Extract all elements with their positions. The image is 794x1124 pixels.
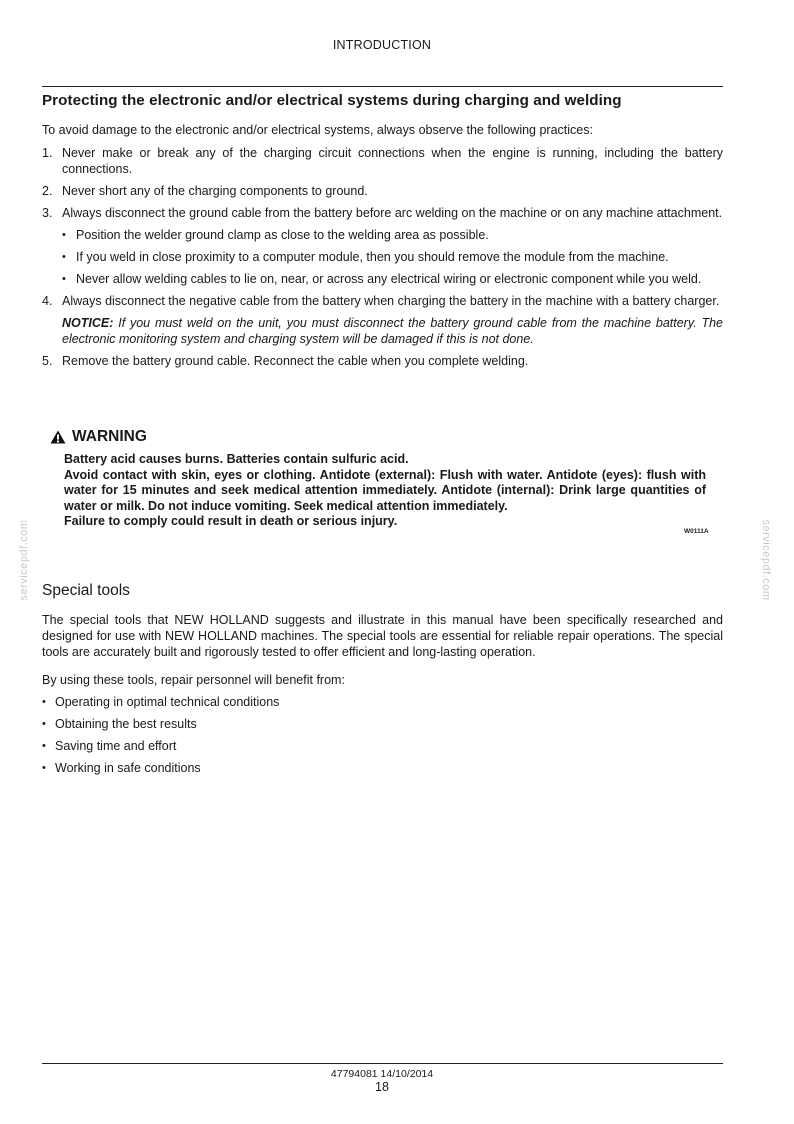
bullet-item <box>62 249 723 265</box>
bullet-dot: • <box>62 229 66 241</box>
warning-line: Battery acid causes burns. Batteries contain sulfuric acid. <box>64 452 409 466</box>
bullet-dot: • <box>42 696 46 708</box>
benefit-text: Saving time and effort <box>55 739 177 753</box>
warning-code: W0111A <box>684 528 709 535</box>
bullet-item <box>62 227 723 243</box>
benefits-intro: By using these tools, repair personnel will benefit from: <box>42 673 345 687</box>
document-reference: 47794081 14/10/2014 <box>330 1068 434 1080</box>
bullet-dot: • <box>42 762 46 774</box>
page-number: 18 <box>375 1080 389 1094</box>
step-number: 3. <box>42 206 53 220</box>
benefit-item <box>42 738 723 754</box>
step-item <box>42 293 723 347</box>
section-title-charging-welding: Protecting the electronic and/or electrical systems during charging and welding <box>42 92 622 109</box>
warning-triangle-icon <box>50 430 66 444</box>
step-text: Never make or break any of the charging circuit connections when the engine is running, including the battery connections. <box>62 146 723 176</box>
watermark-left: servicepdf.com <box>18 519 30 601</box>
benefit-text: Working in safe conditions <box>55 761 201 775</box>
bullet-item <box>62 271 723 287</box>
bullet-dot: • <box>42 740 46 752</box>
bullet-text: If you weld in close proximity to a computer module, then you should remove the module from the machine. <box>76 250 669 264</box>
benefit-item <box>42 760 723 776</box>
notice-text: If you must weld on the unit, you must disconnect the battery ground cable from the machine battery. The electronic monitoring system and charging system will be damaged if this is not done. <box>62 316 723 346</box>
bullet-dot: • <box>42 718 46 730</box>
notice-block <box>62 315 723 347</box>
step-item <box>42 145 723 177</box>
step-text: Always disconnect the ground cable from the battery before arc welding on the machine or on any machine attachment. <box>62 206 723 220</box>
step-item <box>42 205 723 287</box>
notice-label: NOTICE: <box>62 316 114 330</box>
watermark-right: servicepdf.com <box>760 519 772 601</box>
benefit-text: Operating in optimal technical conditions <box>55 695 280 709</box>
warning-line: Failure to comply could result in death or serious injury. <box>64 514 398 528</box>
section-intro: To avoid damage to the electronic and/or electrical systems, always observe the following practices: <box>42 123 593 137</box>
benefit-item <box>42 694 723 710</box>
bullet-text: Position the welder ground clamp as close to the welding area as possible. <box>76 228 489 242</box>
warning-body <box>64 452 706 530</box>
step-text: Remove the battery ground cable. Reconnect the cable when you complete welding. <box>62 354 529 368</box>
benefit-item <box>42 716 723 732</box>
bullet-text: Never allow welding cables to lie on, near, or across any electrical wiring or electronic component while you weld. <box>76 272 702 286</box>
benefits-list <box>42 694 723 782</box>
step-number: 2. <box>42 184 53 198</box>
step-number: 4. <box>42 294 53 308</box>
header-rule <box>42 86 723 87</box>
benefit-text: Obtaining the best results <box>55 717 197 731</box>
step-text: Never short any of the charging components to ground. <box>62 184 368 198</box>
bullet-dot: • <box>62 273 66 285</box>
running-header: INTRODUCTION <box>332 38 432 52</box>
step-item <box>42 183 723 199</box>
step-text: Always disconnect the negative cable from the battery when charging the battery in the machine with a battery charger. <box>62 294 720 308</box>
special-tools-paragraph: The special tools that NEW HOLLAND suggests and illustrate in this manual have been specifically researched and designed for use with NEW HOLLAND machines. The special tools are essential for reliable repair operations. The special tools are accurately built and rigorously tested to offer efficient and long-lasting operation. <box>42 613 723 659</box>
step-number: 1. <box>42 146 53 160</box>
bullet-dot: • <box>62 251 66 263</box>
section-title-special-tools: Special tools <box>42 582 130 599</box>
step-item <box>42 353 723 369</box>
practice-steps-list <box>42 145 723 375</box>
warning-line: Avoid contact with skin, eyes or clothing. Antidote (external): Flush with water. Antidote (eyes): flush with water for 15 minutes and seek medical attention immediately. Antidote (internal): Drink large quantities of water or milk. Do not induce vomiting. Seek medical attention immediately. <box>64 467 706 513</box>
warning-heading <box>50 428 147 446</box>
step-number: 5. <box>42 354 53 368</box>
footer-rule <box>42 1063 723 1064</box>
warning-label: WARNING <box>72 428 147 445</box>
welding-bullets-list <box>62 227 723 287</box>
